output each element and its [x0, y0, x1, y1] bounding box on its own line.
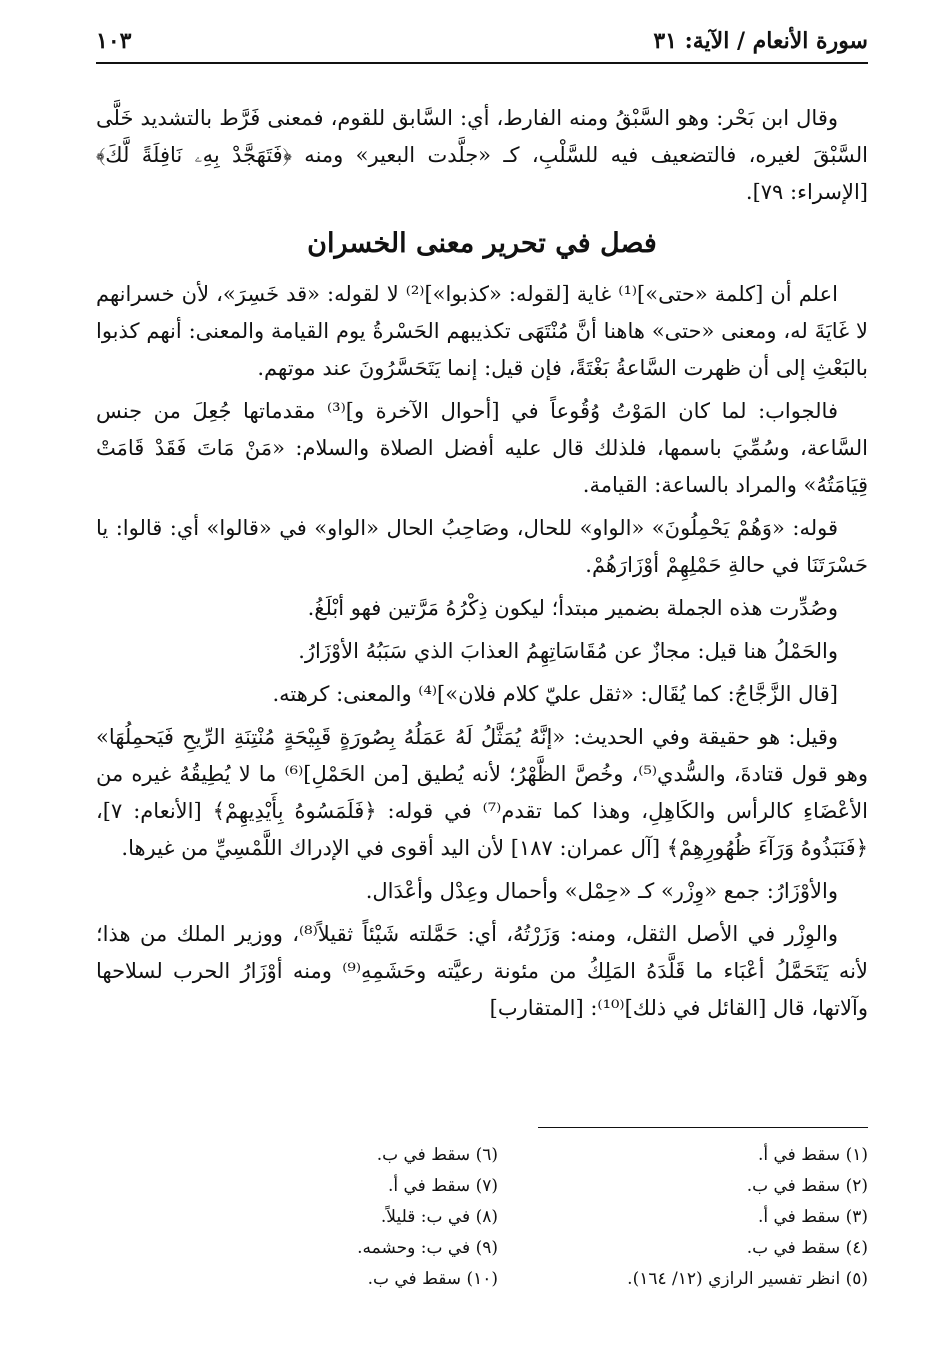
footnote: (٦) سقط في ب. [376, 1145, 498, 1165]
footnote: (٢) سقط في ب. [746, 1176, 868, 1196]
footnotes-left-column [128, 1140, 498, 1295]
section-title: فصل في تحرير معنى الخسران [307, 228, 657, 259]
paragraph: فالجواب: لما كان المَوْتُ وُقُوعاً في [أحوال الآخرة و]⁽³⁾ مقدماتها جُعِلَ من جنس السَّاعة، وسُمِّيَ باسمها، فلذلك قال عليه أفضل الصلاة والسلام: «مَنْ مَاتَ فَقَدْ قَامَتْ قِيَامَتُهُ» والمراد بالساعة: القيامة. [96, 399, 868, 497]
footnote: (٧) سقط في أ. [387, 1176, 498, 1196]
footnote: (٩) في ب: وحشمه. [357, 1238, 498, 1258]
paragraph: قوله: «وَهُمْ يَحْمِلُونَ» «الواو» للحال، وصَاحِبُ الحال «الواو» في «قالوا» أي: قالوا: يا حَسْرَتَنَا في حالةِ حَمْلِهِمْ أوْزَارَهُمْ. [96, 516, 868, 577]
footnotes-right-column [498, 1140, 868, 1295]
running-title: سورة الأنعام / الآية: ٣١ [653, 28, 868, 54]
paragraph: [قال الزَّجَّاجُ: كما يُقَال: «ثقل عليّ كلام فلان»]⁽⁴⁾ والمعنى: كرهته. [272, 682, 838, 706]
paragraph: والوِزْر في الأصل الثقل، ومنه: وَزَرْتُهُ، أي: حَمَّلته شَيْئاً ثقيلاً⁽⁸⁾، ووزير الملك من هذا؛ لأنه يَتَحَمَّلُ أعْبَاء ما قَلَّدَهُ المَلِكُ من مئونة رعيَّته وحَشَمِهِ⁽⁹⁾ ومنه أوْزَارُ الحرب لسلاحها وآلاتها، قال [القائل في ذلك]⁽¹⁰⁾: [المتقارب] [96, 922, 869, 1020]
footnote: (٤) سقط في ب. [746, 1238, 868, 1258]
header-rule [96, 62, 868, 64]
main-text [96, 100, 868, 1033]
footnote: (١) سقط في أ. [757, 1145, 868, 1165]
paragraph: اعلم أن [كلمة «حتى»]⁽¹⁾ غاية [لقوله: «كذبوا»]⁽²⁾ لا لقوله: «قد خَسِرَ»، لأن خسرانهم لا غَايَةَ له، ومعنى «حتى» هاهنا أنَّ مُنْتَهَى تكذيبهم الحَسْرةُ يوم القيامة والمعنى: أنهم كذبوا بالبَعْثِ إلى أن ظهرت السَّاعةُ بَغْتَةً، فإن قيل: إنما يَتَحَسَّرُونَ عند موتهم. [96, 282, 868, 380]
paragraph: والحَمْلُ هنا قيل: مجازٌ عن مُقَاسَاتِهِمُ العذابَ الذي سَبَبُهُ الأوْزَارُ. [298, 639, 838, 663]
footnote-rule [538, 1127, 868, 1128]
page-number: ١٠٣ [96, 28, 132, 54]
paragraph: وقيل: هو حقيقة وفي الحديث: «إنَّهُ يُمَثَّلُ لَهُ عَمَلُهُ بِصُورَةٍ قَبِيْحَةٍ مُنْتِنَةِ الرِّيحِ فَيَحمِلُهَا» وهو قول قتادةَ، والسُّدي⁽⁵⁾، وخُصَّ الظَّهْرُ؛ لأنه يُطيق [من الحَمْلِ]⁽⁶⁾ ما لا يُطِيقُهُ غيره من الأعْضَاءِ كالرأس والكَاهِلِ، وهذا كما تقدم⁽⁷⁾ في قوله: ﴿فَلَمَسُوهُ بِأَيْدِيهِمْ﴾ [الأنعام: ٧]، ﴿فَنَبَذُوهُ وَرَآءَ ظُهُورِهِمْ﴾ [آل عمران: ١٨٧] لأن اليد أقوى في الإدراك اللَّمْسِيِّ من غيرها. [96, 725, 869, 860]
footnote: (٣) سقط في أ. [757, 1207, 868, 1227]
footnote: (١٠) سقط في ب. [367, 1269, 498, 1289]
paragraph: والأوْزَارُ: جمع «وِزْر» كـ «حِمْل» وأحمال وعِدْل وأعْدَال. [365, 879, 838, 903]
footnote: (٥) انظر تفسير الرازي (١٢/ ١٦٤). [627, 1269, 868, 1289]
intro-paragraph: وقال ابن بَحْر: وهو السَّبْقُ ومنه الفارط، أي: السَّابق للقوم، فمعنى فَرَّط بالتشديد خَلَّى السَّبْقَ لغيره، فالتضعيف فيه للسَّلْبِ، كـ «جلَّدت البعير» ومنه ﴿فَتَهَجَّدْ بِهِۦ نَافِلَةً لَّكَ﴾ [الإسراء: ٧٩]. [96, 106, 868, 204]
paragraph: وصُدِّرت هذه الجملة بضمير مبتدأ؛ ليكون ذِكْرُهُ مَرَّتين فهو أبْلَغُ. [307, 596, 838, 620]
footnotes [96, 1140, 868, 1295]
footnote: (٨) في ب: قليلاً. [380, 1207, 498, 1227]
page-header [96, 28, 868, 64]
